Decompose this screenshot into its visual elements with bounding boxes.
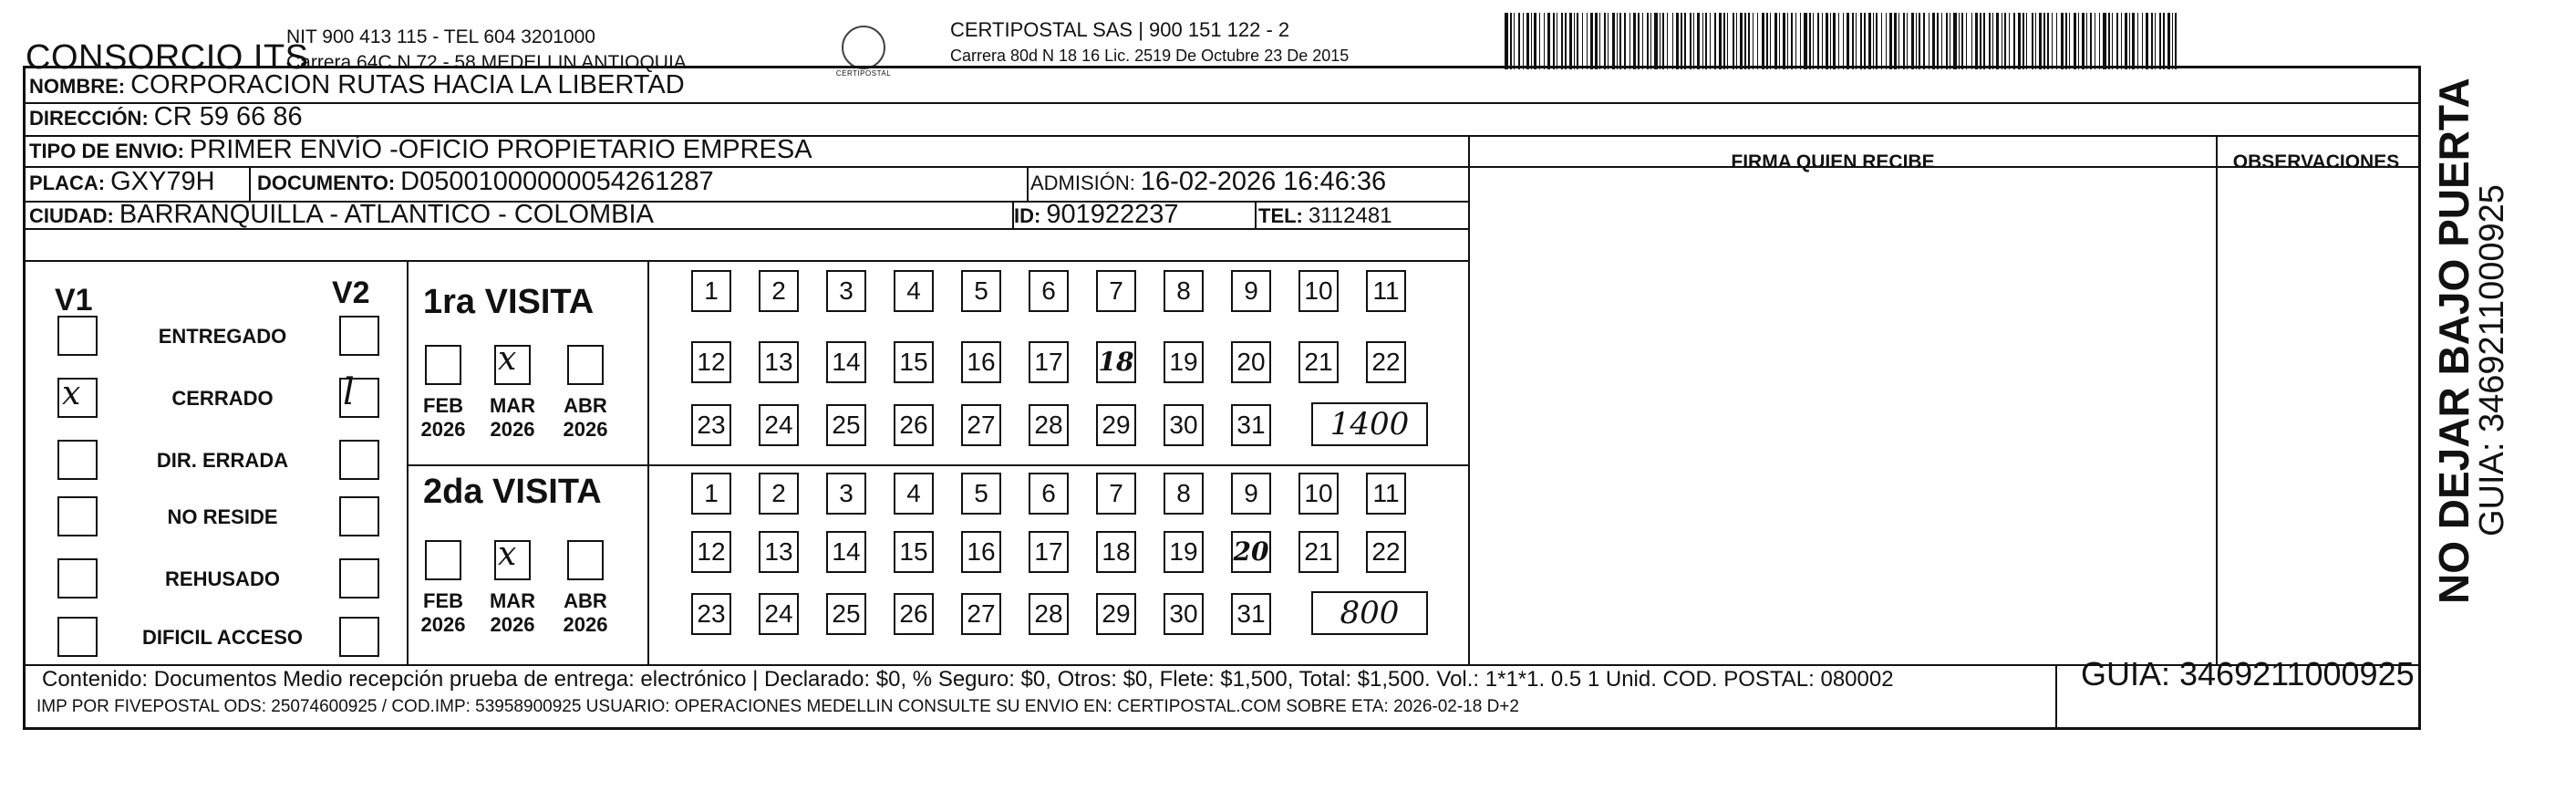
documento-label: DOCUMENTO: bbox=[257, 172, 396, 194]
month-check-mark: x bbox=[498, 340, 517, 378]
day-box[interactable]: 18 bbox=[1096, 531, 1136, 573]
status-v2-checkbox[interactable] bbox=[339, 558, 379, 599]
tipo-envio-value: PRIMER ENVÍO -OFICIO PROPIETARIO EMPRESA bbox=[189, 135, 812, 164]
certipostal-address: Carrera 80d N 18 16 Lic. 2519 De Octubre 23 De 2015 bbox=[950, 47, 1350, 65]
hour-box[interactable]: 800 bbox=[1311, 591, 1428, 635]
day-box[interactable]: 3 bbox=[826, 473, 866, 515]
month-checkbox[interactable] bbox=[494, 340, 531, 385]
direccion-label: DIRECCIÓN: bbox=[29, 107, 149, 130]
footer-guia: GUIA: 3469211000925 bbox=[2081, 655, 2415, 692]
placa-label: PLACA: bbox=[29, 172, 106, 194]
day-box[interactable]: 11 bbox=[1366, 473, 1406, 515]
day-box[interactable]: 12 bbox=[691, 341, 731, 383]
day-box[interactable]: 5 bbox=[961, 270, 1001, 312]
day-box[interactable]: 8 bbox=[1164, 270, 1204, 312]
day-box[interactable]: 27 bbox=[961, 404, 1001, 446]
day-box[interactable]: 19 bbox=[1164, 341, 1204, 383]
day-box[interactable]: 25 bbox=[826, 593, 866, 635]
day-box[interactable]: 31 bbox=[1231, 593, 1271, 635]
company-nit-tel: NIT 900 413 115 - TEL 604 3201000 bbox=[286, 26, 595, 47]
day-box[interactable]: 10 bbox=[1298, 270, 1339, 312]
nombre-value: CORPORACION RUTAS HACIA LA LIBERTAD bbox=[130, 70, 685, 99]
day-box[interactable]: 3 bbox=[826, 270, 866, 312]
status-label: ENTREGADO bbox=[158, 325, 287, 348]
visit-title: 2da VISITA bbox=[423, 473, 602, 511]
v1-header: V1 bbox=[55, 283, 93, 318]
status-v1-checkbox[interactable] bbox=[57, 440, 98, 480]
ciudad-label: CIUDAD: bbox=[29, 204, 114, 227]
day-box[interactable]: 15 bbox=[894, 341, 934, 383]
day-box[interactable]: 6 bbox=[1029, 270, 1069, 312]
day-box[interactable]: 13 bbox=[759, 531, 799, 573]
day-box[interactable]: 17 bbox=[1029, 531, 1069, 573]
day-box[interactable]: 1 bbox=[691, 270, 731, 312]
day-box[interactable]: 4 bbox=[894, 473, 934, 515]
month-check-mark: x bbox=[498, 536, 517, 573]
company-address: Carrera 64C N 72 - 58 MEDELLIN ANTIOQUIA bbox=[286, 52, 687, 73]
side-guia: GUIA: 3469211000925 bbox=[2473, 184, 2511, 536]
day-box[interactable]: 7 bbox=[1096, 473, 1136, 515]
day-box[interactable]: 1 bbox=[691, 473, 731, 515]
month-label: FEB 2026 bbox=[420, 394, 466, 441]
day-box[interactable]: 30 bbox=[1164, 404, 1204, 446]
day-box[interactable]: 19 bbox=[1164, 531, 1204, 573]
barcode bbox=[1505, 13, 2184, 69]
month-label: FEB 2026 bbox=[420, 589, 466, 636]
day-box[interactable]: 17 bbox=[1029, 341, 1069, 383]
documento-field bbox=[257, 167, 714, 197]
placa-value: GXY79H bbox=[110, 167, 215, 196]
direccion-field bbox=[29, 102, 303, 132]
status-label: DIFICIL ACCESO bbox=[141, 626, 303, 649]
status-label: DIR. ERRADA bbox=[156, 449, 289, 472]
v2-header: V2 bbox=[332, 276, 370, 310]
day-box[interactable]: 28 bbox=[1029, 593, 1069, 635]
day-box[interactable]: 20 bbox=[1231, 341, 1271, 383]
day-box[interactable]: 30 bbox=[1164, 593, 1204, 635]
day-box[interactable]: 6 bbox=[1029, 473, 1069, 515]
day-box[interactable]: 4 bbox=[894, 270, 934, 312]
day-box[interactable]: 14 bbox=[826, 341, 866, 383]
tipo-envio-label: TIPO DE ENVIO: bbox=[29, 140, 184, 162]
day-box[interactable]: 9 bbox=[1231, 473, 1271, 515]
day-box[interactable]: 26 bbox=[894, 404, 934, 446]
hour-box[interactable]: 1400 bbox=[1311, 402, 1428, 446]
logo-text: CERTIPOSTAL bbox=[835, 69, 892, 78]
company-name: CONSORCIO ITS bbox=[26, 38, 309, 77]
day-box[interactable]: 16 bbox=[961, 341, 1001, 383]
month-checkbox[interactable] bbox=[567, 345, 604, 385]
observaciones-header: OBSERVACIONES bbox=[2232, 151, 2400, 172]
contenido-text: Contenido: Documentos Medio recepción prueba de entrega: electrónico | Declarado: $0, % Seguro: $0, Otros: $0, Flete: $1,500, Total: $1,500. Vol.: 1*1*1. 0.5 1 Unid. COD. POSTAL: 080002 bbox=[42, 667, 1894, 692]
day-box[interactable]: 14 bbox=[826, 531, 866, 573]
status-v1-checkbox[interactable] bbox=[57, 316, 98, 356]
day-box[interactable]: 25 bbox=[826, 404, 866, 446]
status-label: NO RESIDE bbox=[167, 505, 278, 528]
tel-field bbox=[1258, 200, 1392, 230]
admision-value: 16-02-2026 16:46:36 bbox=[1140, 167, 1387, 196]
month-label: ABR 2026 bbox=[563, 394, 608, 441]
day-box[interactable]: 12 bbox=[691, 531, 731, 573]
day-box[interactable]: 10 bbox=[1298, 473, 1339, 515]
day-box[interactable]: 24 bbox=[759, 593, 799, 635]
status-v1-checkbox[interactable] bbox=[57, 617, 98, 657]
month-checkbox[interactable] bbox=[567, 540, 604, 580]
day-box[interactable]: 20 bbox=[1231, 531, 1271, 573]
no-dejar-bajo-puerta: NO DEJAR BAJO PUERTA bbox=[2430, 78, 2478, 604]
day-box[interactable]: 24 bbox=[759, 404, 799, 446]
status-v2-checkbox[interactable] bbox=[339, 617, 379, 657]
placa-field bbox=[29, 167, 215, 197]
day-box[interactable]: 22 bbox=[1366, 531, 1406, 573]
day-box[interactable]: 5 bbox=[961, 473, 1001, 515]
v2-check-mark: l bbox=[343, 371, 355, 413]
tel-label: TEL: bbox=[1258, 204, 1303, 227]
day-box[interactable]: 27 bbox=[961, 593, 1001, 635]
day-box[interactable]: 13 bbox=[759, 341, 799, 383]
day-box[interactable]: 23 bbox=[691, 593, 731, 635]
direccion-value: CR 59 66 86 bbox=[153, 102, 303, 131]
status-v2-checkbox[interactable] bbox=[339, 316, 379, 356]
day-box[interactable]: 21 bbox=[1298, 341, 1339, 383]
day-box[interactable]: 16 bbox=[961, 531, 1001, 573]
id-label: ID: bbox=[1014, 204, 1041, 227]
id-value: 901922237 bbox=[1046, 200, 1179, 229]
ciudad-value: BARRANQUILLA - ATLANTICO - COLOMBIA bbox=[119, 200, 654, 229]
day-box[interactable]: 7 bbox=[1096, 270, 1136, 312]
ciudad-field bbox=[29, 200, 654, 230]
seal-icon bbox=[842, 26, 885, 69]
nombre-field bbox=[29, 70, 685, 100]
day-box[interactable]: 9 bbox=[1231, 270, 1271, 312]
day-box[interactable]: 28 bbox=[1029, 404, 1069, 446]
admision-field bbox=[1030, 167, 1386, 197]
day-box[interactable]: 26 bbox=[894, 593, 934, 635]
day-box[interactable]: 2 bbox=[759, 270, 799, 312]
status-v2-checkbox[interactable] bbox=[339, 440, 379, 480]
admision-label: ADMISIÓN: bbox=[1030, 172, 1135, 194]
day-box[interactable]: 22 bbox=[1366, 341, 1406, 383]
month-checkbox[interactable] bbox=[425, 540, 461, 580]
day-box[interactable]: 11 bbox=[1366, 270, 1406, 312]
status-v2-checkbox[interactable] bbox=[339, 496, 379, 536]
imp-text: IMP POR FIVEPOSTAL ODS: 25074600925 / COD.IMP: 53958900925 USUARIO: OPERACIONES MEDELLIN CONSULTE SU ENVIO EN: CERTIPOSTAL.COM SOBRE ETA: 2026-02-18 D+2 bbox=[36, 697, 1519, 716]
day-box[interactable]: 8 bbox=[1164, 473, 1204, 515]
day-box[interactable]: 29 bbox=[1096, 404, 1136, 446]
tipo-envio-field bbox=[29, 135, 812, 165]
status-label: REHUSADO bbox=[165, 567, 280, 590]
status-v2-checkbox[interactable] bbox=[339, 378, 379, 418]
v1-check-mark: x bbox=[62, 375, 81, 412]
status-v1-checkbox[interactable] bbox=[57, 558, 98, 599]
status-label: CERRADO bbox=[171, 387, 274, 410]
tel-value: 3112481 bbox=[1308, 203, 1392, 228]
day-box[interactable]: 21 bbox=[1298, 531, 1339, 573]
id-field bbox=[1014, 200, 1178, 230]
day-box[interactable]: 2 bbox=[759, 473, 799, 515]
status-v1-checkbox[interactable] bbox=[57, 496, 98, 536]
certipostal-line: CERTIPOSTAL SAS | 900 151 122 - 2 bbox=[950, 18, 1290, 41]
month-label: MAR 2026 bbox=[489, 394, 536, 441]
month-checkbox[interactable] bbox=[494, 536, 531, 580]
month-label: MAR 2026 bbox=[489, 589, 536, 636]
nombre-label: NOMBRE: bbox=[29, 75, 126, 98]
day-box[interactable]: 18 bbox=[1096, 341, 1136, 383]
visit-title: 1ra VISITA bbox=[423, 283, 595, 321]
status-v1-checkbox[interactable] bbox=[57, 375, 98, 418]
firma-header: FIRMA QUIEN RECIBE bbox=[1731, 151, 1935, 172]
month-label: ABR 2026 bbox=[563, 589, 608, 636]
month-checkbox[interactable] bbox=[425, 345, 461, 385]
documento-value: D05001000000054261287 bbox=[400, 167, 714, 196]
day-box[interactable]: 23 bbox=[691, 404, 731, 446]
day-box[interactable]: 15 bbox=[894, 531, 934, 573]
day-box[interactable]: 31 bbox=[1231, 404, 1271, 446]
day-box[interactable]: 29 bbox=[1096, 593, 1136, 635]
